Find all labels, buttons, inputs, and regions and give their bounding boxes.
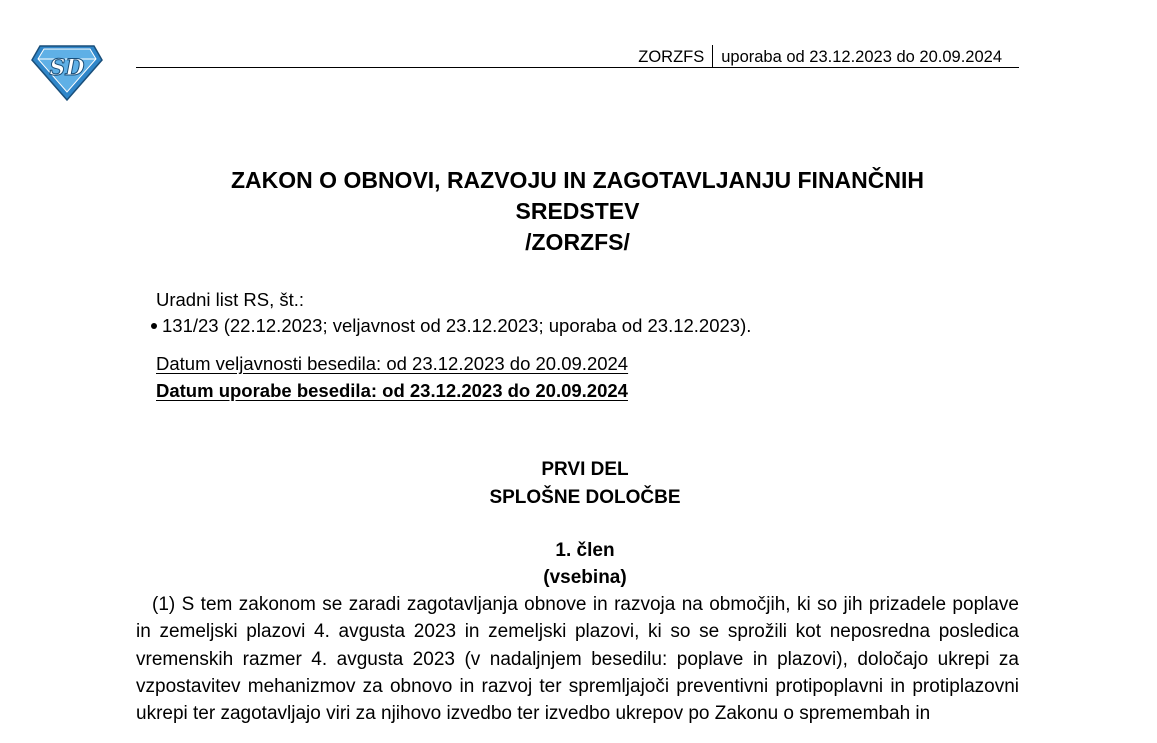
logo-text: SD bbox=[49, 55, 85, 81]
law-abbreviation: /ZORZFS/ bbox=[525, 229, 630, 255]
header-usage-period: uporaba od 23.12.2023 do 20.09.2024 bbox=[721, 47, 1002, 66]
official-gazette-block bbox=[156, 287, 751, 339]
part-heading bbox=[136, 456, 1034, 512]
law-title-line1: ZAKON O OBNOVI, RAZVOJU IN ZAGOTAVLJANJU FINANČNIH bbox=[231, 167, 924, 193]
law-title bbox=[136, 165, 1019, 258]
validity-date: Datum veljavnosti besedila: od 23.12.2023 do 20.09.2024 bbox=[156, 353, 629, 374]
part-number: PRVI DEL bbox=[541, 459, 629, 480]
diamond-sd-logo-icon bbox=[30, 42, 104, 102]
bullet-icon bbox=[151, 323, 157, 329]
article-heading bbox=[136, 537, 1034, 591]
document-header bbox=[136, 40, 1019, 68]
article-number: 1. člen bbox=[555, 540, 615, 561]
gazette-item-text: 131/23 (22.12.2023; veljavnost od 23.12.2023; uporaba od 23.12.2023). bbox=[162, 315, 752, 336]
application-date: Datum uporabe besedila: od 23.12.2023 do 20.09.2024 bbox=[156, 380, 628, 401]
header-text bbox=[638, 46, 1002, 68]
article-title: (vsebina) bbox=[543, 567, 627, 588]
law-title-line2: SREDSTEV bbox=[515, 198, 640, 224]
gazette-label: Uradni list RS, št.: bbox=[156, 289, 305, 310]
article-paragraph: (1) S tem zakonom se zaradi zagotavljanja obnove in razvoja na območjih, ki so jih prizadele poplave in zemeljski plazovi 4. avgusta 2023 in zemeljski plazovi, ki so se sprožili kot neposredna posledica vremenskih razmer 4. avgusta 2023 (v nadaljnjem besedilu: poplave in plazovi), določajo ukrepi za vzpostavitev mehanizmov za obnovo in razvoj ter spremljajoči preventivni protipoplavni in protiplazovni ukrepi ter zagotavljajo viri za njihovo izvedbo ter izvedbo ukrepov po Zakonu o spremembah in bbox=[136, 594, 1019, 725]
header-abbreviation: ZORZFS bbox=[638, 47, 705, 66]
gazette-item bbox=[151, 313, 751, 339]
part-title: SPLOŠNE DOLOČBE bbox=[489, 487, 681, 508]
text-dates-block bbox=[156, 350, 628, 404]
header-separator bbox=[712, 45, 713, 67]
